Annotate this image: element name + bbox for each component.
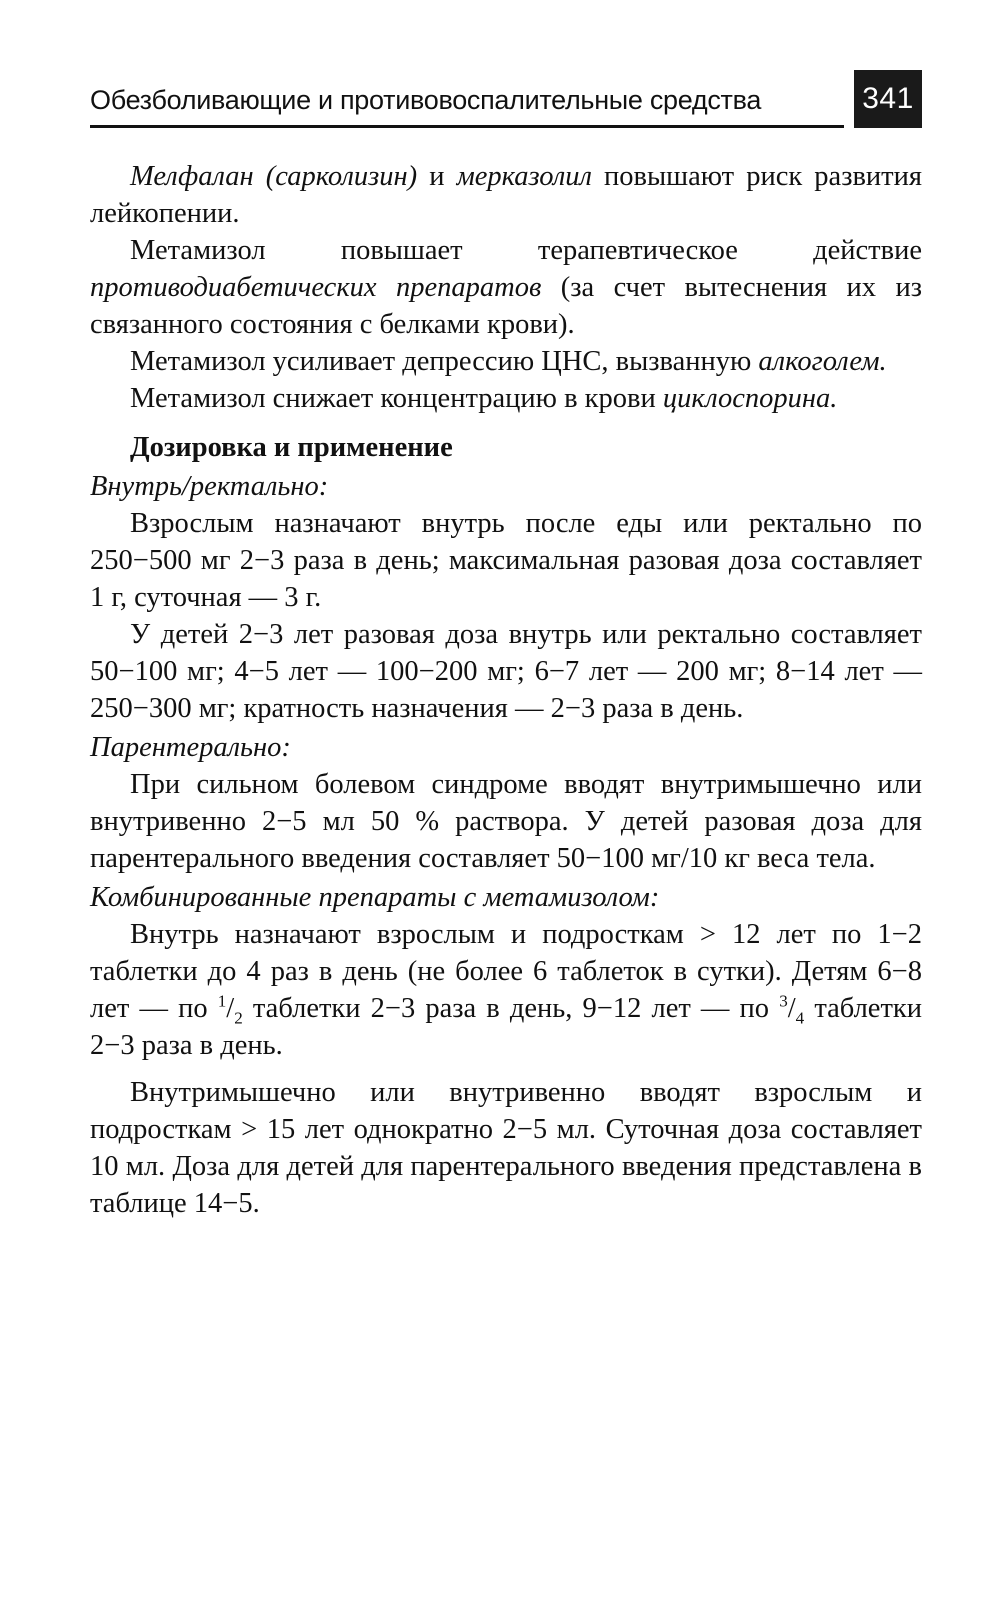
subheading-oral-rectal: Внутрь/ректально: bbox=[90, 471, 329, 502]
page-number: 341 bbox=[854, 70, 922, 128]
paragraph-oral-children: У детей 2−3 лет разовая доза внутрь или ректально составляет 50−100 мг; 4−5 лет — 100−200 мг; 6−7 лет — 200 мг; 8−14 лет — 250−300 мг; кратность назначения — 2−3 раза в день. bbox=[90, 619, 922, 724]
paragraph-text: таблетки 2−3 раза в день. bbox=[90, 993, 922, 1061]
fraction-three-quarters: $^3/_4$ bbox=[779, 991, 805, 1028]
paragraph-text: Внутрь назначают взрослым и подросткам > 12 лет по 1−2 таблетки до 4 раз в день (не более 6 таблеток в сутки). Детям 6−8 лет — по bbox=[90, 919, 922, 1024]
header-rule bbox=[90, 125, 844, 128]
drug-name-cyclosporine: циклоспорина. bbox=[662, 383, 838, 414]
drug-class-antidiabetic: противодиабетических препаратов bbox=[90, 272, 542, 303]
paragraph-melphalan bbox=[90, 158, 922, 232]
paragraph-text: (за счет вытеснения их из связанного состояния с белками крови). bbox=[90, 272, 922, 340]
section-heading-dosage: Дозировка и применение bbox=[130, 432, 453, 463]
paragraph-combined-oral bbox=[90, 916, 922, 1064]
paragraph-text: повышают риск развития лейкопении. bbox=[90, 161, 922, 229]
paragraph-parenteral: При сильном болевом синдроме вводят внутримышечно или внутривенно 2−5 мл 50 % раствора. У детей разовая доза для парентерального введения составляет 50−100 мг/10 кг веса тела. bbox=[90, 769, 922, 874]
paragraph-text: Метамизол снижает концентрацию в крови bbox=[130, 383, 663, 414]
paragraph-antidiabetic bbox=[90, 232, 922, 343]
running-header-title: Обезболивающие и противовоспалительные средства bbox=[90, 85, 762, 115]
subheading-combined: Комбинированные препараты с метамизолом: bbox=[90, 882, 660, 913]
subheading-parenteral: Парентерально: bbox=[90, 732, 291, 763]
paragraph-text: таблетки 2−3 раза в день, 9−12 лет — по bbox=[242, 993, 780, 1024]
paragraph-text: и bbox=[417, 161, 457, 192]
page-body bbox=[90, 158, 922, 1222]
paragraph-combined-parenteral: Внутримышечно или внутривенно вводят взрослым и подросткам > 15 лет однократно 2−5 мл. Суточная доза составляет 10 мл. Доза для детей для парентерального введения представлена в таблице 14−5. bbox=[90, 1077, 922, 1219]
paragraph-alcohol bbox=[90, 343, 922, 380]
drug-name-merkazolil: мерказолил bbox=[456, 161, 592, 192]
paragraph-cyclosporine bbox=[90, 380, 922, 417]
page-header bbox=[90, 70, 922, 128]
paragraph-oral-adults: Взрослым назначают внутрь после еды или ректально по 250−500 мг 2−3 раза в день; максимальная разовая доза составляет 1 г, суточная — 3 г. bbox=[90, 508, 922, 613]
paragraph-text: Метамизол усиливает депрессию ЦНС, вызванную bbox=[130, 346, 759, 377]
drug-name-melphalan: Мелфалан (сарколизин) bbox=[130, 161, 418, 192]
fraction-one-half: $^1/_2$ bbox=[217, 991, 243, 1028]
paragraph-text: Метамизол повышает терапевтическое действие bbox=[130, 235, 922, 266]
substance-alcohol: алкоголем. bbox=[758, 346, 887, 377]
